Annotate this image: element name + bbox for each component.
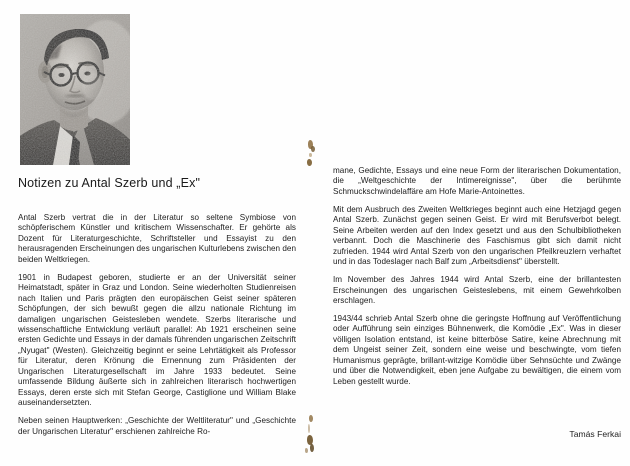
article-column-left [18, 213, 296, 437]
paragraph: Antal Szerb vertrat die in der Literatur so seltene Symbiose von schöpferischem Künstler und kritischem Wissenschafter. Er gehörte als Dozent für Literaturgeschichte, Schriftsteller und Essayist zu den herausragenden Erscheinungen des ungarischen Kulturlebens zwischen den beiden Weltkriegen. [18, 213, 296, 264]
paragraph: Im November des Jahres 1944 wird Antal Szerb, eine der brillantesten Erscheinungen des ungarischen Geisteslebens, mit einem Gewehrkolben erschlagen. [333, 275, 621, 305]
paragraph: 1901 in Budapest geboren, studierte er an der Universität seiner Heimatstadt, später in Graz und London. Seine wiederholten Studienreisen nach Italien und Paris prägten den europäischen Geist seiner späteren Schöpfungen, der sich bewußt gegen die allzu nationale Richtung im damaligen ungarischen Geistesleben wendete. Szerbs literarische und wissenschaftliche Entwicklung verläuft parallel: Ab 1921 erscheinen seine ersten Gedichte und Essays in der damals führenden ungarischen Zeitschrift „Nyugat" (Westen). Gleichzeitig beginnt er seine Lehrtätigkeit als Professor für Literatur, deren Krönung die Ernennung zum Präsidenten der Ungarischen Literaturgesellschaft im Jahre 1933 bedeutet. Seine umfassende Bildung äußerte sich in zahlreichen literarisch hochwertigen Essays, deren erste sich mit Stefan George, Castiglione und William Blake auseinandersetzten. [18, 272, 296, 408]
paragraph: mane, Gedichte, Essays und eine neue Form der literarischen Dokumentation, die „Weltgeschichte der Intimereignisse", über die berühmte Schmuckschwindelaffäre am Hofe Marie-Antoinettes. [333, 166, 621, 196]
paragraph: Mit dem Ausbruch des Zweiten Weltkrieges beginnt auch eine Hetzjagd gegen Antal Szerb. Zunächst gegen seinen Geist. Er wird mit Berufsverbot belegt. Seine Arbeiten werden auf den Index gesetzt und aus den Schulbibliotheken verbannt. Doch die Maschinerie des Faschismus gibt sich damit nicht zufrieden. 1944 wird Antal Szerb von den ungarischen Pfeilkreuzlern verhaftet und in das Todeslager nach Balf zum „Arbeitsdienst" überstellt. [333, 204, 621, 267]
paragraph: 1943/44 schrieb Antal Szerb ohne die geringste Hoffnung auf Veröffentlichung oder Aufführung sein einziges Bühnenwerk, die Komödie „Ex". Was in dieser völligen Isolation entstand, ist keine bitterböse Satire, keine Abrechnung mit dem Ungeist seiner Zeit, sondern eine weise und beschwingte, vom tiefen Humanismus geprägte, brillant-witzige Komödie über Sehnsüchte und Zwänge und über die Notwendigkeit, eben jene Aufgabe zu bewältigen, die einem vom Leben gestellt wurde. [333, 313, 621, 386]
scan-artifact-gutter-bottom [303, 415, 321, 455]
portrait-photo [20, 14, 130, 165]
portrait-image [20, 14, 130, 165]
scan-artifact-gutter-top [305, 140, 321, 166]
page-title: Notizen zu Antal Szerb und „Ex" [18, 176, 201, 190]
article-column-right [333, 166, 621, 387]
author-signature: Tamás Ferkai [569, 429, 621, 439]
paragraph: Neben seinen Hauptwerken: „Geschichte der Weltliteratur" und „Geschichte der Ungarischen Literatur" erschienen zahlreiche Ro- [18, 416, 296, 436]
